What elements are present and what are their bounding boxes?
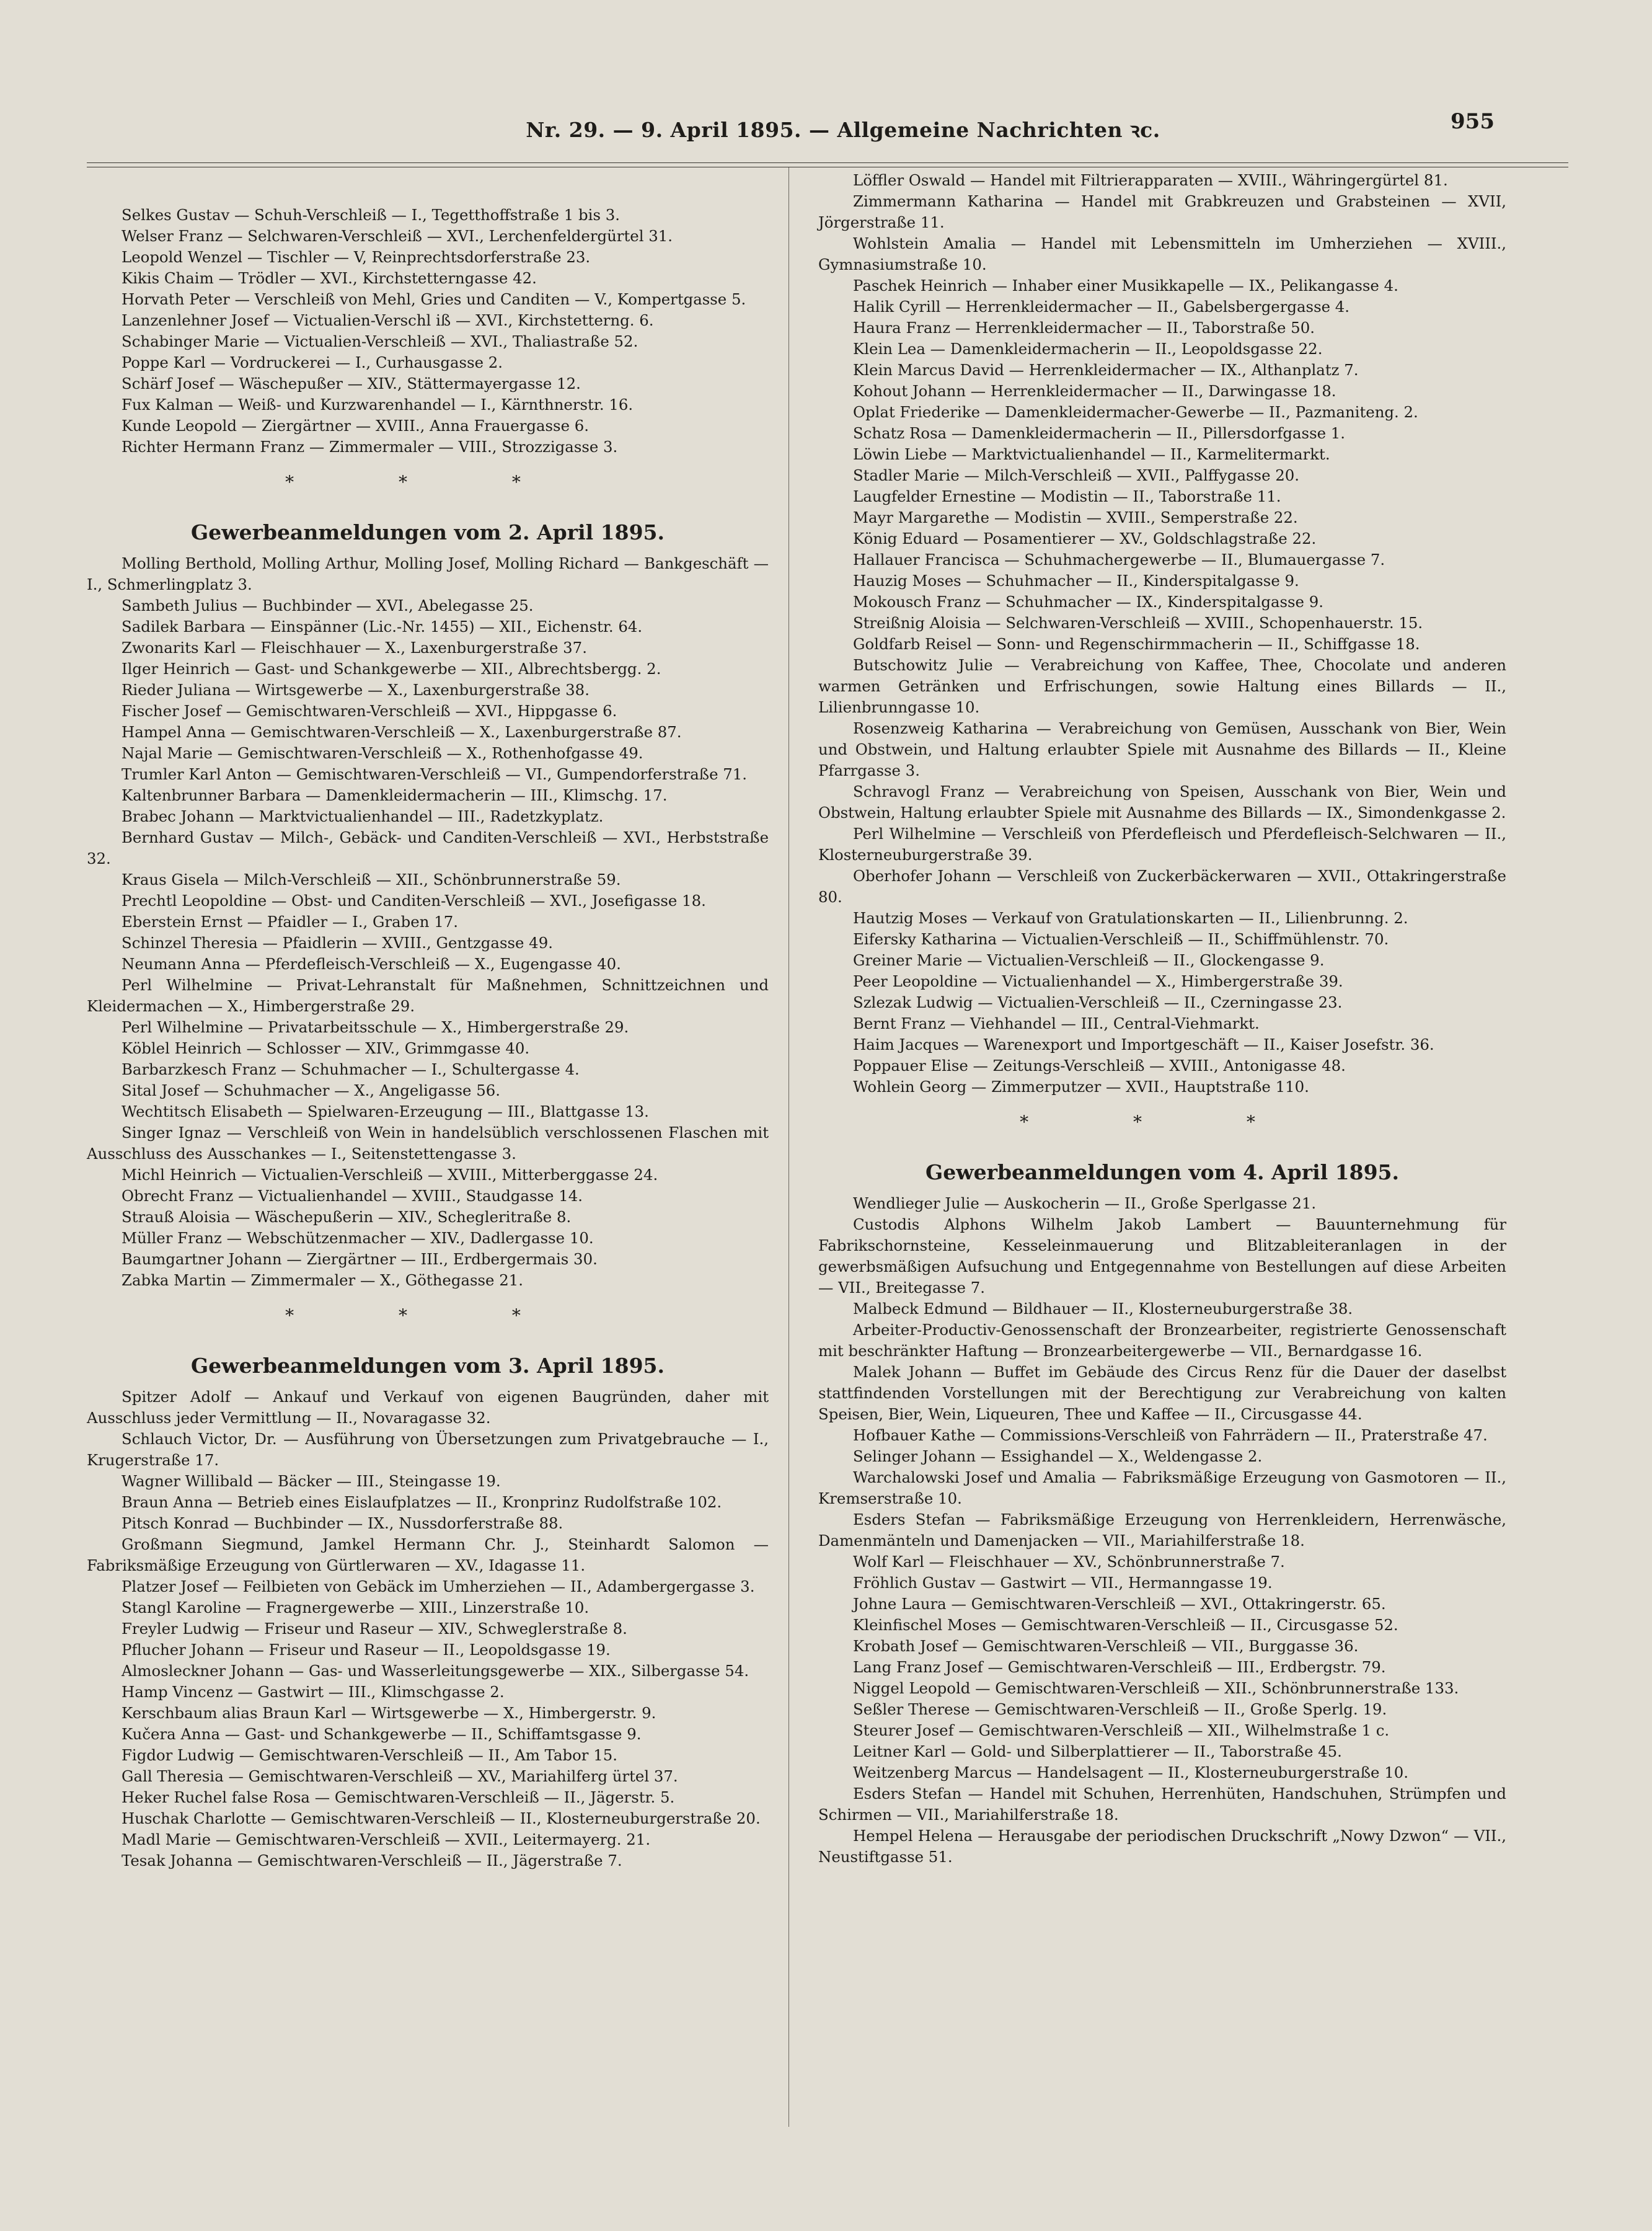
entry: Perl Wilhelmine — Privatarbeitsschule — X., Himbergerstraße 29.: [121, 1018, 629, 1036]
entry: Perl Wilhelmine — Privat-Lehranstalt für Maßnehmen, Schnittzeichnen und Kleidermachen — X., Himbergerstraße 29.: [87, 976, 769, 1015]
entry: Braun Anna — Betrieb eines Eislaufplatzes — II., Kronprinz Rudolfstraße 102.: [121, 1493, 722, 1511]
entry: Kaltenbrunner Barbara — Damenkleidermacherin — III., Klimschg. 17.: [121, 786, 668, 804]
entry: Hauzig Moses — Schuhmacher — II., Kinderspitalgasse 9.: [853, 572, 1299, 590]
entry: Esders Stefan — Fabriksmäßige Erzeugung von Herrenkleidern, Herrenwäsche, Damenmänteln und Damenjacken — VII., Mariahilferstraße 18.: [818, 1510, 1506, 1550]
entry: Horvath Peter — Verschleiß von Mehl, Gries und Canditen — V., Kompertgasse 5.: [121, 290, 746, 308]
left-column: [87, 205, 769, 1871]
entry: Zwonarits Karl — Fleischhauer — X., Laxenburgerstraße 37.: [121, 639, 587, 657]
entry: Esders Stefan — Handel mit Schuhen, Herrenhüten, Handschuhen, Strümpfen und Schirmen — VII., Mariahilferstraße 18.: [818, 1785, 1506, 1824]
entry: Sital Josef — Schuhmacher — X., Angeligasse 56.: [121, 1081, 501, 1099]
entry: Haura Franz — Herrenkleidermacher — II., Taborstraße 50.: [853, 319, 1315, 337]
entry: Selinger Johann — Essighandel — X., Weldengasse 2.: [853, 1447, 1263, 1465]
entry: Malek Johann — Buffet im Gebäude des Circus Renz für die Dauer der daselbst stattfindenden Vorstellungen mit der Berechtigung zur Verabreichung von kalten Speisen, Bier, Wein, Liqueuren, Thee und Kaffee — II., Circusgasse 44.: [818, 1363, 1506, 1423]
entry: Spitzer Adolf — Ankauf und Verkauf von eigenen Baugründen, daher mit Ausschluss jeder Vermittlung — II., Novaragasse 32.: [87, 1388, 769, 1427]
header-rule: [87, 162, 1568, 167]
entry: Madl Marie — Gemischtwaren-Verschleiß — XVII., Leitermayerg. 21.: [121, 1830, 651, 1848]
entry: Oberhofer Johann — Verschleiß von Zuckerbäckerwaren — XVII., Ottakringerstraße 80.: [818, 867, 1506, 906]
entry: Mokousch Franz — Schuhmacher — IX., Kinderspitalgasse 9.: [853, 593, 1323, 611]
entry: Welser Franz — Selchwaren-Verschleiß — XVI., Lerchenfeldergürtel 31.: [121, 227, 673, 245]
entry: Schlauch Victor, Dr. — Ausführung von Übersetzungen zum Privatgebrauche — I., Krugerstraße 17.: [87, 1430, 769, 1469]
entry: Stadler Marie — Milch-Verschleiß — XVII., Palffygasse 20.: [853, 466, 1300, 484]
entry: Custodis Alphons Wilhelm Jakob Lambert — Bauunternehmung für Fabrikschornsteine, Kesseleinmauerung und Blitzableiteranlagen in der gewerbsmäßigen Aufsuchung und Entgegennahme von Bestellungen auf diese Arbeiten — VII., Breitegasse 7.: [818, 1215, 1506, 1297]
entry: Molling Berthold, Molling Arthur, Molling Josef, Molling Richard — Bankgeschäft — I., Schmerlingplatz 3.: [87, 554, 769, 593]
entry: Lang Franz Josef — Gemischtwaren-Verschleiß — III., Erdbergstr. 79.: [853, 1658, 1386, 1676]
right-block-2: [818, 1193, 1506, 1868]
entry: Selkes Gustav — Schuh-Verschleiß — I., Tegetthoffstraße 1 bis 3.: [121, 206, 620, 224]
entry: Trumler Karl Anton — Gemischtwaren-Verschleiß — VI., Gumpendorferstraße 71.: [121, 765, 748, 783]
entry: Löwin Liebe — Marktvictualienhandel — II., Karmelitermarkt.: [853, 445, 1330, 463]
entry: Krobath Josef — Gemischtwaren-Verschleiß — VII., Burggasse 36.: [853, 1637, 1359, 1655]
left-block-3: [87, 1386, 769, 1871]
entry: Löffler Oswald — Handel mit Filtrierapparaten — XVIII., Währingergürtel 81.: [853, 171, 1448, 189]
entry: Pitsch Konrad — Buchbinder — IX., Nussdorferstraße 88.: [121, 1514, 563, 1532]
entry: Steurer Josef — Gemischtwaren-Verschleiß — XII., Wilhelmstraße 1 c.: [853, 1721, 1390, 1739]
entry: Weitzenberg Marcus — Handelsagent — II., Klosterneuburgerstraße 10.: [853, 1763, 1408, 1781]
entry: Najal Marie — Gemischtwaren-Verschleiß — X., Rothenhofgasse 49.: [121, 744, 643, 762]
running-head: Nr. 29. — 9. April 1895. — Allgemeine Nachrichten ꝛc.: [526, 118, 1160, 142]
entry: Wagner Willibald — Bäcker — III., Steingasse 19.: [121, 1472, 501, 1490]
entry: Figdor Ludwig — Gemischtwaren-Verschleiß — II., Am Tabor 15.: [121, 1746, 617, 1764]
page-header: [0, 109, 1652, 153]
entry: Hamp Vincenz — Gastwirt — III., Klimschgasse 2.: [121, 1683, 505, 1701]
entry: Klein Marcus David — Herrenkleidermacher — IX., Althanplatz 7.: [853, 361, 1359, 379]
entry: Fischer Josef — Gemischtwaren-Verschleiß — XVI., Hippgasse 6.: [121, 702, 617, 720]
left-block-2: [87, 553, 769, 1291]
entry: Lanzenlehner Josef — Victualien-Verschl iß — XVI., Kirchstetterng. 6.: [121, 311, 654, 329]
entry: Ilger Heinrich — Gast- und Schankgewerbe — XII., Albrechtsbergg. 2.: [121, 660, 661, 678]
entry: Kleinfischel Moses — Gemischtwaren-Verschleiß — II., Circusgasse 52.: [853, 1616, 1398, 1634]
entry: Hautzig Moses — Verkauf von Gratulationskarten — II., Lilienbrunng. 2.: [853, 909, 1408, 927]
entry: Kučera Anna — Gast- und Schankgewerbe — II., Schiffamtsgasse 9.: [121, 1725, 642, 1743]
entry: Hempel Helena — Herausgabe der periodischen Druckschrift „Nowy Dzwon“ — VII., Neustiftgasse 51.: [818, 1827, 1506, 1866]
entry: Perl Wilhelmine — Verschleiß von Pferdefleisch und Pferdefleisch-Selchwaren — II., Klosterneuburgerstraße 39.: [818, 825, 1506, 864]
right-column: [818, 170, 1506, 1868]
entry: Poppe Karl — Vordruckerei — I., Curhausgasse 2.: [121, 353, 503, 371]
entry: Schabinger Marie — Victualien-Verschleiß — XVI., Thaliastraße 52.: [121, 332, 638, 350]
entry: Tesak Johanna — Gemischtwaren-Verschleiß — II., Jägerstraße 7.: [121, 1852, 622, 1870]
entry: Schravogl Franz — Verabreichung von Speisen, Ausschank von Bier, Wein und Obstwein, Haltung erlaubter Spiele mit Ausnahme des Billards — IX., Simondenkgasse 2.: [818, 783, 1506, 822]
section-title: Gewerbeanmeldungen vom 3. April 1895.: [191, 1354, 665, 1378]
entry: Poppauer Elise — Zeitungs-Verschleiß — XVIII., Antonigasse 48.: [853, 1057, 1346, 1075]
entry: Greiner Marie — Victualien-Verschleiß — II., Glockengasse 9.: [853, 951, 1325, 969]
entry: Schärf Josef — Wäschepußer — XIV., Stättermayergasse 12.: [121, 375, 581, 393]
entry: Singer Ignaz — Verschleiß von Wein in handelsüblich verschlossenen Flaschen mit Ausschluss des Ausschankes — I., Seitenstettengasse 3.: [87, 1124, 769, 1163]
entry: Wolf Karl — Fleischhauer — XV., Schönbrunnerstraße 7.: [853, 1553, 1285, 1571]
entry: Butschowitz Julie — Verabreichung von Kaffee, Thee, Chocolate und anderen warmen Getränken und Erfrischungen, sowie Haltung eines Billards — II., Lilienbrunngasse 10.: [818, 656, 1506, 716]
entry: Almosleckner Johann — Gas- und Wasserleitungsgewerbe — XIX., Silbergasse 54.: [121, 1662, 749, 1680]
entry: Seßler Therese — Gemischtwaren-Verschleiß — II., Große Sperlg. 19.: [853, 1700, 1387, 1718]
entry: Wohlein Georg — Zimmerputzer — XVII., Hauptstraße 110.: [853, 1078, 1309, 1096]
entry: Paschek Heinrich — Inhaber einer Musikkapelle — IX., Pelikangasse 4.: [853, 277, 1398, 295]
entry: Wechtitsch Elisabeth — Spielwaren-Erzeugung — III., Blattgasse 13.: [121, 1102, 649, 1120]
entry: Fröhlich Gustav — Gastwirt — VII., Hermanngasse 19.: [853, 1574, 1273, 1592]
column-divider: [788, 167, 789, 2127]
entry: Zimmermann Katharina — Handel mit Grabkreuzen und Grabsteinen — XVII, Jörgerstraße 11.: [818, 192, 1506, 231]
entry: Michl Heinrich — Victualien-Verschleiß — XVIII., Mitterberggasse 24.: [121, 1166, 658, 1184]
entry: Bernhard Gustav — Milch-, Gebäck- und Canditen-Verschleiß — XVI., Herbststraße 32.: [87, 828, 769, 867]
entry: Bernt Franz — Viehhandel — III., Central-Viehmarkt.: [853, 1014, 1260, 1032]
entry: Fux Kalman — Weiß- und Kurzwarenhandel — I., Kärnthnerstr. 16.: [121, 396, 634, 414]
entry: Haim Jacques — Warenexport und Importgeschäft — II., Kaiser Josefstr. 36.: [853, 1036, 1434, 1053]
entry: Gall Theresia — Gemischtwaren-Verschleiß — XV., Mariahilferg ürtel 37.: [121, 1767, 678, 1785]
entry: Kohout Johann — Herrenkleidermacher — II., Darwingasse 18.: [853, 382, 1336, 400]
entry: Obrecht Franz — Victualienhandel — XVIII., Staudgasse 14.: [121, 1187, 583, 1205]
entry: Baumgartner Johann — Ziergärtner — III., Erdbergermais 30.: [121, 1250, 598, 1268]
entry: Sadilek Barbara — Einspänner (Lic.-Nr. 1455) — XII., Eichenstr. 64.: [121, 618, 643, 636]
entry: Schinzel Theresia — Pfaidlerin — XVIII., Gentzgasse 49.: [121, 934, 553, 952]
entry: Goldfarb Reisel — Sonn- und Regenschirmmacherin — II., Schiffgasse 18.: [853, 635, 1420, 653]
entry: Heker Ruchel false Rosa — Gemischtwaren-Verschleiß — II., Jägerstr. 5.: [121, 1788, 675, 1806]
entry: König Eduard — Posamentierer — XV., Goldschlagstraße 22.: [853, 530, 1317, 548]
entry: Eberstein Ernst — Pfaidler — I., Graben 17.: [121, 913, 458, 931]
entry: Freyler Ludwig — Friseur und Raseur — XIV., Schweglerstraße 8.: [121, 1620, 627, 1638]
section-separator: * * *: [285, 472, 570, 492]
entry: Prechtl Leopoldine — Obst- und Canditen-Verschleiß — XVI., Josefigasse 18.: [121, 892, 706, 910]
entry: Rosenzweig Katharina — Verabreichung von Gemüsen, Ausschank von Bier, Wein und Obstwein, und Haltung erlaubter Spiele mit Ausnahme des Billards — II., Kleine Pfarrgasse 3.: [818, 719, 1506, 779]
entry: Müller Franz — Webschützenmacher — XIV., Dadlergasse 10.: [121, 1229, 594, 1247]
section-title: Gewerbeanmeldungen vom 2. April 1895.: [191, 520, 665, 544]
entry: Huschak Charlotte — Gemischtwaren-Verschleiß — II., Klosterneuburgerstraße 20.: [121, 1809, 761, 1827]
entry: Schatz Rosa — Damenkleidermacherin — II., Pillersdorfgasse 1.: [853, 424, 1346, 442]
entry: Johne Laura — Gemischtwaren-Verschleiß — XVI., Ottakringerstr. 65.: [853, 1595, 1386, 1613]
entry: Mayr Margarethe — Modistin — XVIII., Semperstraße 22.: [853, 508, 1298, 526]
page-number: 955: [1451, 109, 1495, 134]
entry: Arbeiter-Productiv-Genossenschaft der Bronzearbeiter, registrierte Genossenschaft mit beschränkter Haftung — Bronzearbeitergewerbe — VII., Bernardgasse 16.: [818, 1321, 1506, 1360]
entry: Peer Leopoldine — Victualienhandel — X., Himbergerstraße 39.: [853, 972, 1343, 990]
entry: Streißnig Aloisia — Selchwaren-Verschleiß — XVIII., Schopenhauerstr. 15.: [853, 614, 1423, 632]
section-separator: * * *: [1020, 1112, 1305, 1132]
entry: Oplat Friederike — Damenkleidermacher-Gewerbe — II., Pazmaniteng. 2.: [853, 403, 1418, 421]
entry: Kunde Leopold — Ziergärtner — XVIII., Anna Frauergasse 6.: [121, 417, 590, 435]
entry: Barbarzkesch Franz — Schuhmacher — I., Schultergasse 4.: [121, 1060, 580, 1078]
entry: Malbeck Edmund — Bildhauer — II., Klosterneuburgerstraße 38.: [853, 1300, 1353, 1318]
entry: Richter Hermann Franz — Zimmermaler — VIII., Strozzigasse 3.: [121, 438, 618, 456]
entry: Wohlstein Amalia — Handel mit Lebensmitteln im Umherziehen — XVIII., Gymnasiumstraße 10.: [818, 234, 1506, 273]
entry: Leopold Wenzel — Tischler — V, Reinprechtsdorferstraße 23.: [121, 248, 591, 266]
right-block-1: [818, 170, 1506, 1098]
entry: Wendlieger Julie — Auskocherin — II., Große Sperlgasse 21.: [853, 1194, 1317, 1212]
entry: Kraus Gisela — Milch-Verschleiß — XII., Schönbrunnerstraße 59.: [121, 871, 621, 889]
entry: Platzer Josef — Feilbieten von Gebäck im Umherziehen — II., Adambergergasse 3.: [121, 1577, 755, 1595]
entry: Kikis Chaim — Trödler — XVI., Kirchstetterngasse 42.: [121, 269, 537, 287]
entry: Halik Cyrill — Herrenkleidermacher — II., Gabelsbergergasse 4.: [853, 298, 1350, 316]
entry: Eifersky Katharina — Victualien-Verschleiß — II., Schiffmühlenstr. 70.: [853, 930, 1389, 948]
section-title: Gewerbeanmeldungen vom 4. April 1895.: [925, 1160, 1399, 1184]
entry: Pflucher Johann — Friseur und Raseur — II., Leopoldsgasse 19.: [121, 1641, 611, 1659]
entry: Strauß Aloisia — Wäschepußerin — XIV., Schegleritraße 8.: [121, 1208, 572, 1226]
entry: Neumann Anna — Pferdefleisch-Verschleiß — X., Eugengasse 40.: [121, 955, 621, 973]
entry: Stangl Karoline — Fragnergewerbe — XIII., Linzerstraße 10.: [121, 1599, 590, 1617]
entry: Hallauer Francisca — Schuhmachergewerbe — II., Blumauergasse 7.: [853, 551, 1385, 569]
entry: Hampel Anna — Gemischtwaren-Verschleiß — X., Laxenburgerstraße 87.: [121, 723, 682, 741]
entry: Klein Lea — Damenkleidermacherin — II., Leopoldsgasse 22.: [853, 340, 1323, 358]
entry: Kerschbaum alias Braun Karl — Wirtsgewerbe — X., Himbergerstr. 9.: [121, 1704, 656, 1722]
entry: Niggel Leopold — Gemischtwaren-Verschleiß — XII., Schönbrunnerstraße 133.: [853, 1679, 1459, 1697]
entry: Laugfelder Ernestine — Modistin — II., Taborstraße 11.: [853, 487, 1281, 505]
entry: Sambeth Julius — Buchbinder — XVI., Abelegasse 25.: [121, 597, 534, 614]
entry: Brabec Johann — Marktvictualienhandel — III., Radetzkyplatz.: [121, 807, 604, 825]
entry: Hofbauer Kathe — Commissions-Verschleiß von Fahrrädern — II., Praterstraße 47.: [853, 1426, 1488, 1444]
entry: Zabka Martin — Zimmermaler — X., Göthegasse 21.: [121, 1271, 524, 1289]
section-separator: * * *: [285, 1305, 570, 1326]
entry: Warchalowski Josef und Amalia — Fabriksmäßige Erzeugung von Gasmotoren — II., Kremserstraße 10.: [818, 1468, 1506, 1507]
entry: Szlezak Ludwig — Victualien-Verschleiß — II., Czerningasse 23.: [853, 993, 1343, 1011]
entry: Großmann Siegmund, Jamkel Hermann Chr. J., Steinhardt Salomon — Fabriksmäßige Erzeugung von Gürtlerwaren — XV., Idagasse 11.: [87, 1535, 769, 1574]
entry: Köblel Heinrich — Schlosser — XIV., Grimmgasse 40.: [121, 1039, 530, 1057]
entry: Leitner Karl — Gold- und Silberplattierer — II., Taborstraße 45.: [853, 1742, 1342, 1760]
left-block-1: [87, 205, 769, 458]
entry: Rieder Juliana — Wirtsgewerbe — X., Laxenburgerstraße 38.: [121, 681, 590, 699]
